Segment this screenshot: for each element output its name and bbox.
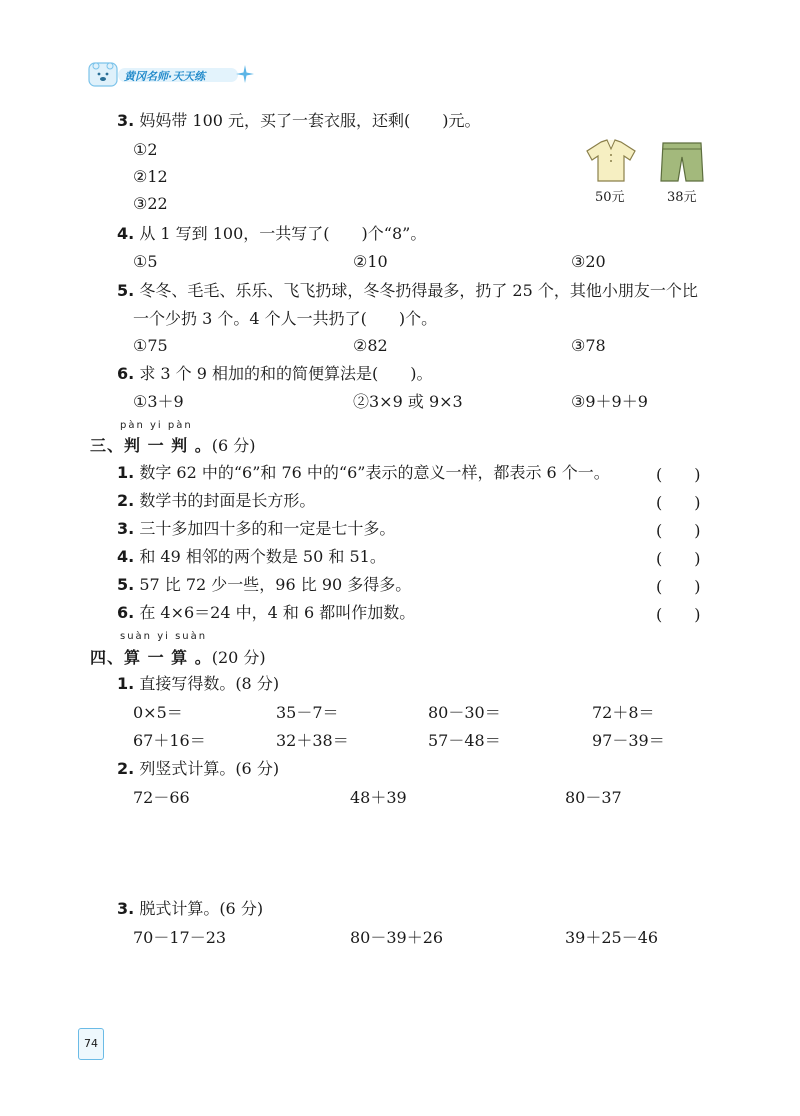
mental-math-3: 80－30＝ bbox=[428, 703, 501, 722]
mental-math-7: 57－48＝ bbox=[428, 731, 501, 750]
vertical-calc-1: 72－66 bbox=[133, 788, 190, 807]
logo-text: 黄冈名师·天天练 bbox=[124, 70, 206, 83]
judge-answer-6[interactable]: ( ) bbox=[656, 605, 701, 624]
step-calc-2: 80－39＋26 bbox=[350, 928, 444, 947]
q4-option-3: ③20 bbox=[571, 252, 606, 271]
section4-pinyin: suàn yi suàn bbox=[120, 631, 208, 642]
judge-answer-2[interactable]: ( ) bbox=[656, 493, 701, 512]
header-logo bbox=[88, 60, 258, 90]
question-4: 4. 从 1 写到 100，一共写了( )个“8”。 bbox=[117, 224, 427, 243]
calc-part3-title: 3. 脱式计算。(6 分) bbox=[117, 899, 264, 918]
section3-title: 三、判 一 判 。(6 分) bbox=[90, 436, 256, 455]
shirt-icon bbox=[585, 139, 637, 183]
sparkle-icon bbox=[236, 65, 254, 83]
q5-option-1: ①75 bbox=[133, 336, 168, 355]
mental-math-4: 72＋8＝ bbox=[592, 703, 655, 722]
shorts-price: 38元 bbox=[667, 190, 697, 205]
q3-option-2: ②12 bbox=[133, 167, 168, 186]
page-number: 74 bbox=[78, 1028, 104, 1060]
vertical-calc-2: 48＋39 bbox=[350, 788, 407, 807]
q5-option-2: ②82 bbox=[353, 336, 388, 355]
judge-item-1: 1. 数字 62 中的“6”和 76 中的“6”表示的意义一样，都表示 6 个一。 bbox=[117, 463, 610, 482]
q3-option-3: ③22 bbox=[133, 194, 168, 213]
judge-answer-1[interactable]: ( ) bbox=[656, 465, 701, 484]
mental-math-5: 67＋16＝ bbox=[133, 731, 206, 750]
q3-option-1: ①2 bbox=[133, 140, 158, 159]
calc-part2-title: 2. 列竖式计算。(6 分) bbox=[117, 759, 280, 778]
shorts-icon bbox=[660, 141, 704, 183]
q6-option-1: ①3＋9 bbox=[133, 392, 184, 411]
step-calc-1: 70－17－23 bbox=[133, 928, 227, 947]
bear-logo-icon bbox=[88, 60, 118, 88]
q4-option-2: ②10 bbox=[353, 252, 388, 271]
judge-answer-4[interactable]: ( ) bbox=[656, 549, 701, 568]
question-6: 6. 求 3 个 9 相加的和的简便算法是( )。 bbox=[117, 364, 433, 383]
question-3: 3. 妈妈带 100 元，买了一套衣服，还剩( )元。 bbox=[117, 111, 481, 130]
judge-item-3: 3. 三十多加四十多的和一定是七十多。 bbox=[117, 519, 396, 538]
question-5: 5. 冬冬、毛毛、乐乐、飞飞扔球，冬冬扔得最多，扔了 25 个，其他小朋友一个比 bbox=[117, 281, 698, 300]
section4-title: 四、算 一 算 。(20 分) bbox=[90, 648, 266, 667]
judge-answer-3[interactable]: ( ) bbox=[656, 521, 701, 540]
vertical-calc-3: 80－37 bbox=[565, 788, 622, 807]
judge-item-4: 4. 和 49 相邻的两个数是 50 和 51。 bbox=[117, 547, 386, 566]
q4-option-1: ①5 bbox=[133, 252, 158, 271]
mental-math-2: 35－7＝ bbox=[276, 703, 339, 722]
mental-math-6: 32＋38＝ bbox=[276, 731, 349, 750]
judge-item-2: 2. 数学书的封面是长方形。 bbox=[117, 491, 316, 510]
mental-math-8: 97－39＝ bbox=[592, 731, 665, 750]
step-calc-3: 39＋25－46 bbox=[565, 928, 659, 947]
section3-pinyin: pàn yi pàn bbox=[120, 420, 193, 431]
question-5-line2: 一个少扔 3 个。4 个人一共扔了( )个。 bbox=[133, 309, 438, 328]
judge-item-6: 6. 在 4×6＝24 中，4 和 6 都叫作加数。 bbox=[117, 603, 416, 622]
judge-item-5: 5. 57 比 72 少一些，96 比 90 多得多。 bbox=[117, 575, 412, 594]
judge-answer-5[interactable]: ( ) bbox=[656, 577, 701, 596]
q6-option-2: ②3×9 或 9×3 bbox=[353, 392, 463, 411]
q6-option-3: ③9＋9＋9 bbox=[571, 392, 648, 411]
calc-part1-title: 1. 直接写得数。(8 分) bbox=[117, 674, 280, 693]
q5-option-3: ③78 bbox=[571, 336, 606, 355]
shirt-price: 50元 bbox=[595, 190, 625, 205]
mental-math-1: 0×5＝ bbox=[133, 703, 183, 722]
